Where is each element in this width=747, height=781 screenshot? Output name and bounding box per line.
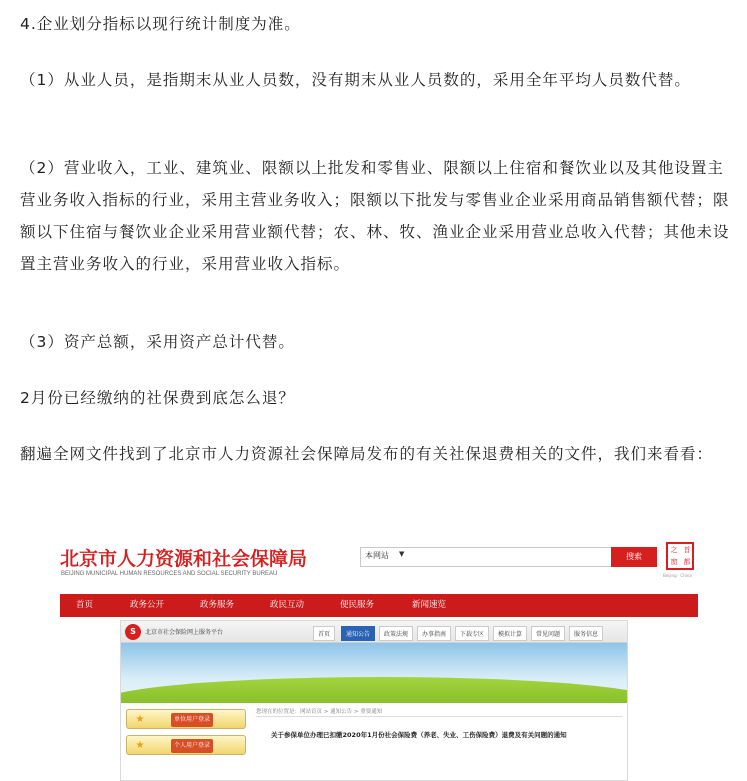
paragraph-assets: （3）资产总额，采用资产总计代替。: [20, 333, 295, 351]
personal-login-button[interactable]: [126, 735, 246, 755]
notice-title[interactable]: 关于参保单位办理已扣缴2020年1月份社会保险费（养老、失业、工伤保险费）退费及有关问题的通知: [271, 731, 567, 739]
seal-char: 首: [683, 546, 691, 554]
personal-login-label: 个人用户登录: [171, 739, 213, 753]
paragraph-employees: （1）从业人员，是指期末从业人员数，没有期末从业人员数的，采用全年平均人员数代替。: [20, 71, 691, 89]
nav-item-public-service[interactable]: 便民服务: [340, 600, 375, 610]
unit-login-button[interactable]: [126, 709, 246, 729]
paragraph-question: 2月份已经缴纳的社保费到底怎么退？: [20, 389, 295, 407]
capital-window-seal-icon: [666, 542, 694, 570]
paragraph-indicator-rule: 4.企业划分指标以现行统计制度为准。: [20, 15, 301, 33]
tab-calculator[interactable]: 模拟计算: [493, 626, 527, 641]
chevron-down-icon: ▼: [399, 550, 405, 558]
meadow-banner: [121, 643, 627, 703]
social-insurance-portal: [120, 620, 628, 781]
unit-login-label: 单位用户登录: [171, 713, 213, 727]
bureau-header: [58, 520, 698, 592]
seal-char: 都: [683, 558, 691, 566]
tab-service-info[interactable]: 服务信息: [569, 626, 603, 641]
breadcrumb: 您现在的位置是：网站首页 > 通知公告 > 重要通知: [256, 709, 383, 715]
portal-logo-icon: S: [125, 624, 141, 640]
divider: [256, 716, 622, 717]
tab-faq[interactable]: 常见问题: [531, 626, 565, 641]
bureau-subtitle: BEIJING MUNICIPAL HUMAN RESOURCES AND SOCIAL SECURITY BUREAU: [61, 571, 278, 577]
main-nav: [60, 594, 698, 617]
search-button[interactable]: 搜索: [611, 547, 657, 567]
bureau-title: 北京市人力资源和社会保障局: [60, 548, 308, 570]
tab-policies[interactable]: 政策法规: [379, 626, 413, 641]
seal-char: 窗: [670, 558, 678, 566]
site-search-input[interactable]: [360, 547, 614, 567]
tab-home[interactable]: 首页: [313, 626, 335, 641]
nav-item-gov-service[interactable]: 政务服务: [200, 600, 235, 610]
nav-item-home[interactable]: 首页: [76, 600, 94, 610]
portal-name: 北京市社会保险网上服务平台: [145, 629, 224, 636]
search-scope: 本网站: [365, 551, 389, 560]
tab-notices[interactable]: 通知公告: [341, 626, 375, 641]
tab-guide[interactable]: 办事指南: [417, 626, 451, 641]
seal-subtitle: Beijing · China: [663, 573, 692, 578]
embedded-bureau-screenshot: [58, 520, 698, 781]
nav-item-interaction[interactable]: 政民互动: [270, 600, 305, 610]
user-icon: ★: [135, 740, 145, 751]
seal-char: 之: [670, 546, 678, 554]
paragraph-intro: 翻遍全网文件找到了北京市人力资源社会保障局发布的有关社保退费相关的文件，我们来看看：: [20, 445, 714, 463]
tab-downloads[interactable]: 下载专区: [455, 626, 489, 641]
user-icon: ★: [135, 714, 145, 725]
portal-header: [121, 621, 627, 643]
paragraph-revenue: （2）营业收入，工业、建筑业、限额以上批发和零售业、限额以上住宿和餐饮业以及其他设置主营业务收入指标的行业，采用主营业务收入；限额以下批发与零售业企业采用商品销售额代替；限额以下住宿与餐饮业企业采用营业额代替；农、林、牧、渔业企业采用营业总收入代替；其他未设置主营业务收入的行业，采用营业收入指标。: [20, 159, 730, 273]
nav-item-gov-info[interactable]: 政务公开: [130, 600, 165, 610]
nav-item-news[interactable]: 新闻速览: [412, 600, 447, 610]
